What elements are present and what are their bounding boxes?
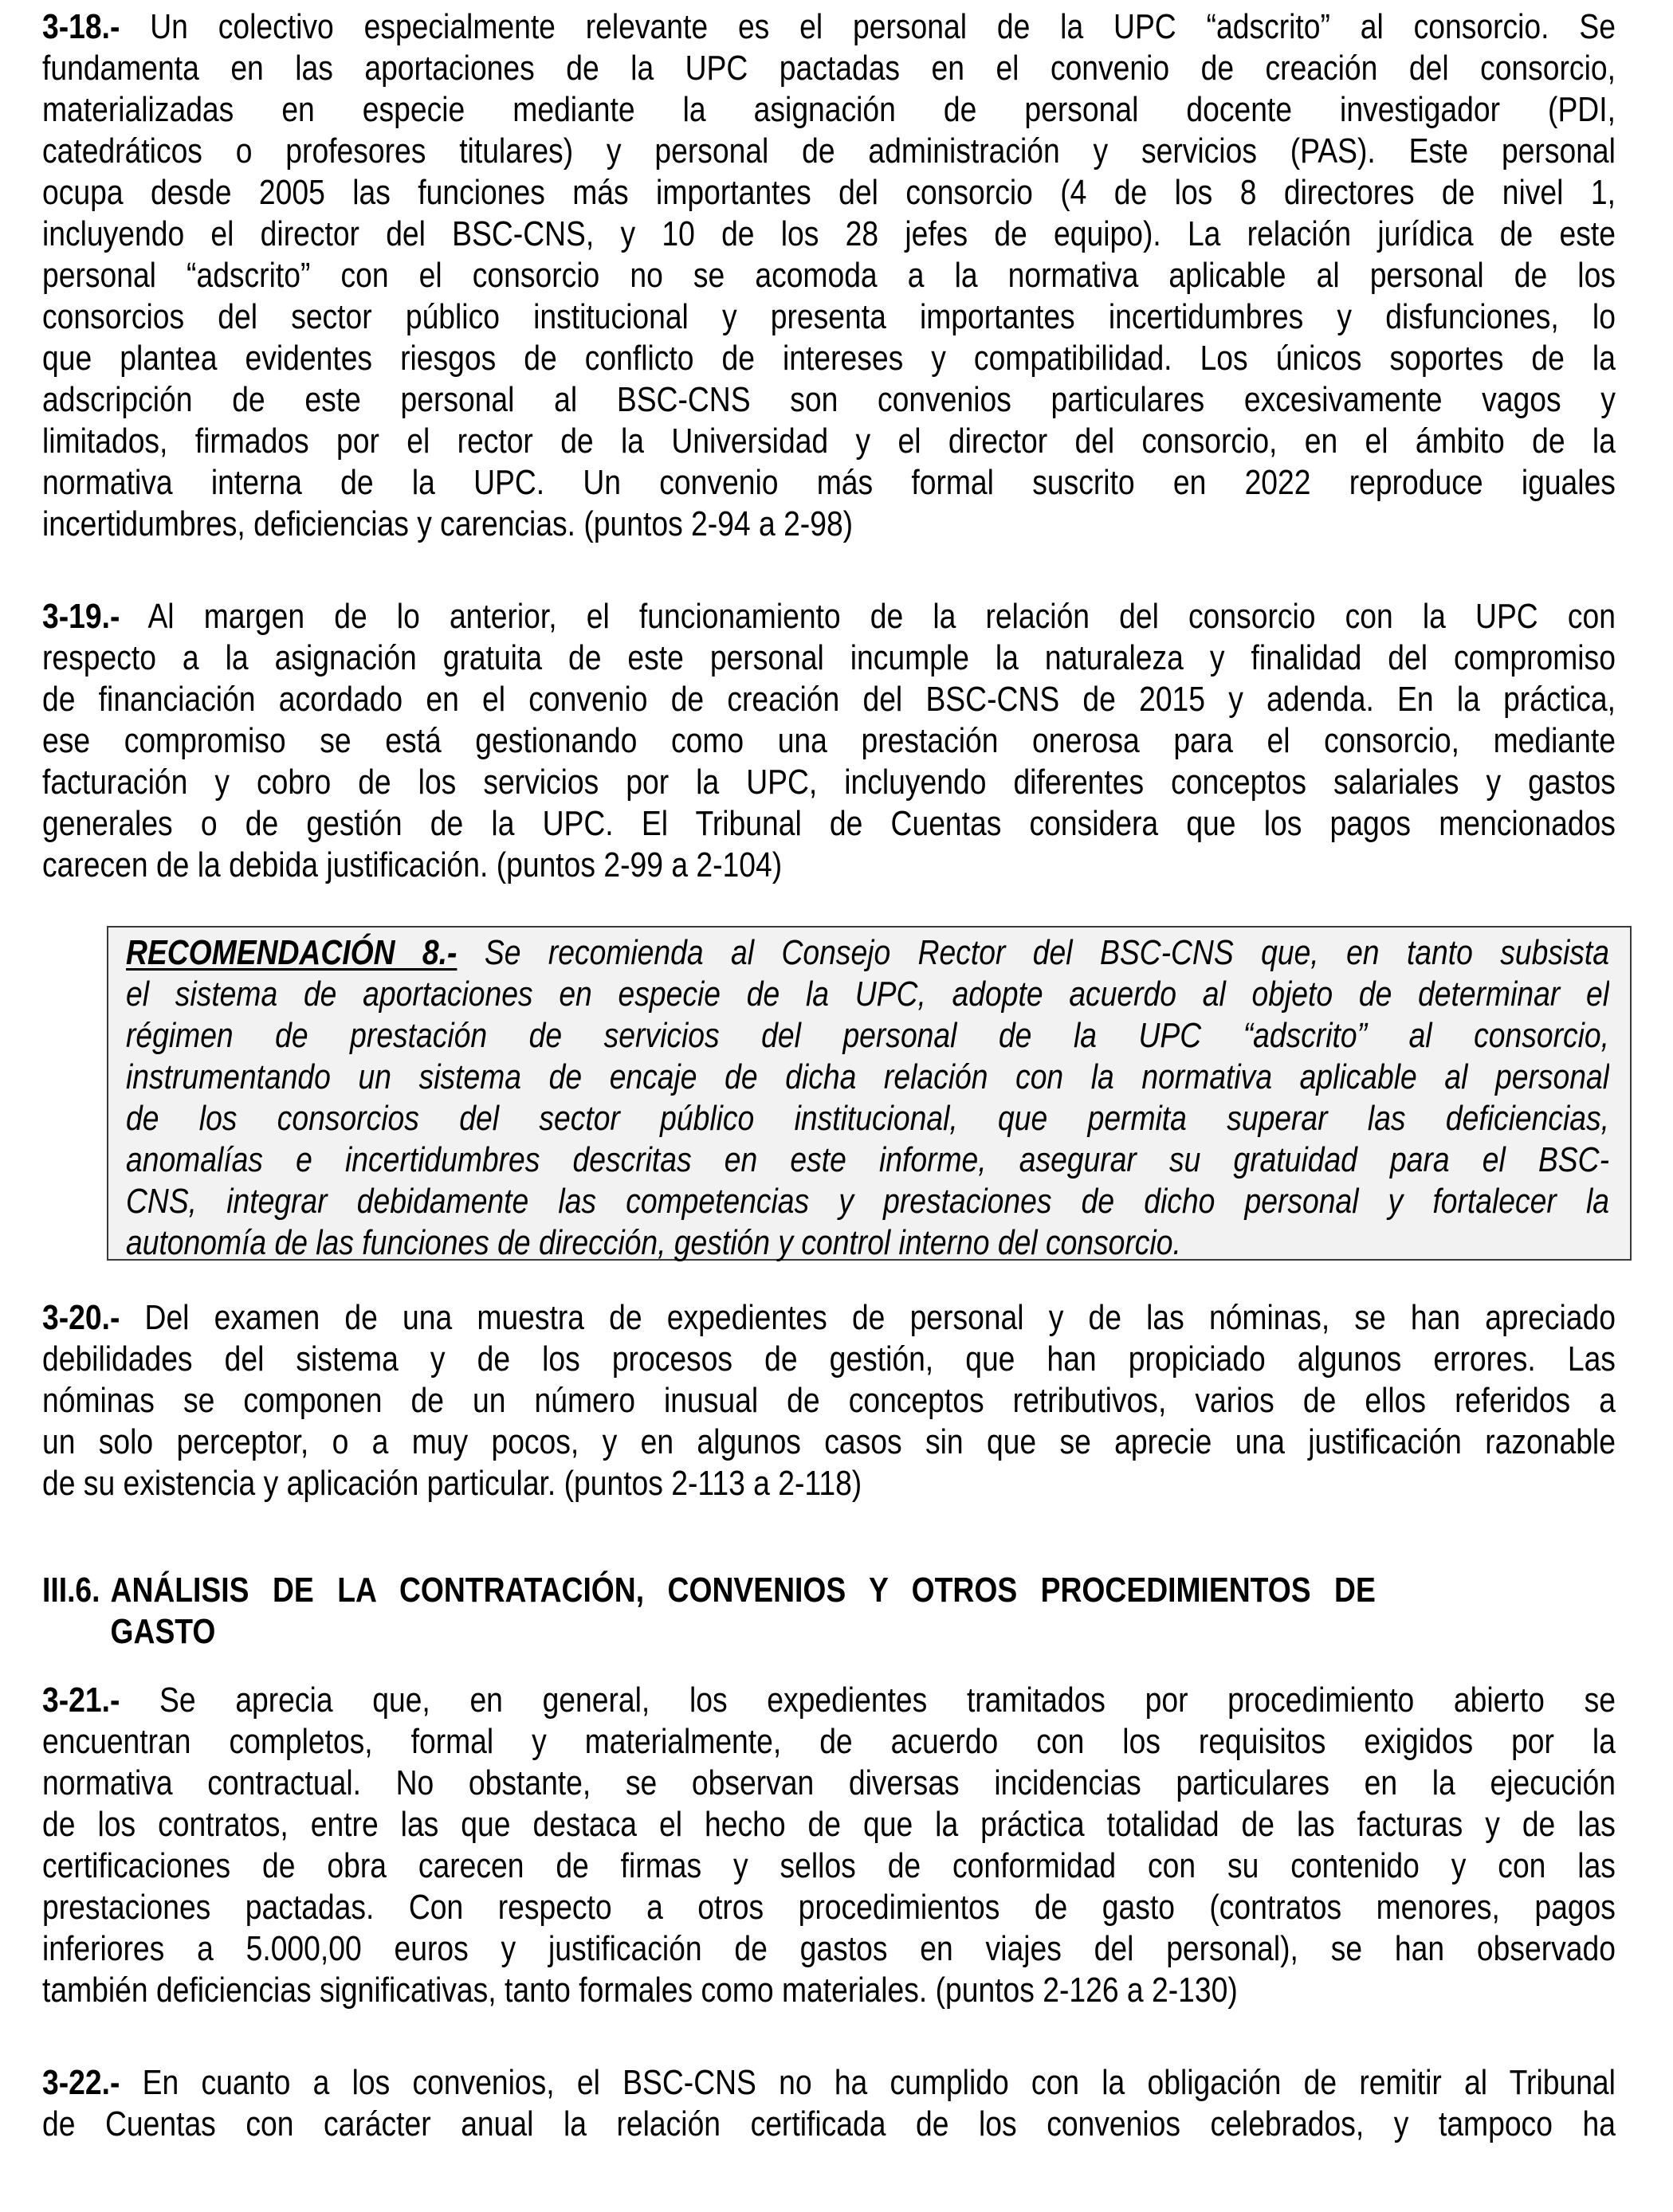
paragraph-line: limitados, firmados por el rector de la Universidad y el director del consorcio, en el ámbito de la (42, 422, 1616, 461)
paragraph-line: consorcios del sector público institucional y presenta importantes incertidumbres y disfunciones, lo (42, 297, 1616, 336)
recommendation-line: anomalías e incertidumbres descritas en este informe, asegurar su gratuidad para el BSC- (126, 1140, 1609, 1179)
paragraph-line: 3-21.- Se aprecia que, en general, los expedientes tramitados por procedimiento abierto se (42, 1681, 1616, 1720)
paragraph-line: ocupa desde 2005 las funciones más importantes del consorcio (4 de los 8 directores de nivel 1, (42, 173, 1616, 212)
section-title-line: GASTO (110, 1612, 216, 1651)
paragraph-line: 3-22.- En cuanto a los convenios, el BSC-CNS no ha cumplido con la obligación de remitir al Tribunal (42, 2063, 1616, 2102)
paragraph-3-22 (42, 2062, 1616, 2145)
paragraph-line: carecen de la debida justificación. (puntos 2-99 a 2-104) (42, 845, 783, 884)
section-number: III.6. (42, 1571, 100, 1610)
paragraph-line: facturación y cobro de los servicios por la UPC, incluyendo diferentes conceptos salariales y gastos (42, 763, 1616, 802)
paragraph-line: de los contratos, entre las que destaca el hecho de que la práctica totalidad de las facturas y de las (42, 1805, 1616, 1844)
paragraph-3-18 (42, 6, 1616, 545)
paragraph-line: de financiación acordado en el convenio de creación del BSC-CNS de 2015 y adenda. En la práctica, (42, 680, 1616, 719)
paragraph-3-20 (42, 1297, 1616, 1504)
paragraph-line: respecto a la asignación gratuita de este personal incumple la naturaleza y finalidad del compromiso (42, 638, 1616, 677)
paragraph-number: 3-22.- (42, 2063, 120, 2102)
paragraph-line: 3-20.- Del examen de una muestra de expedientes de personal y de las nóminas, se han apreciado (42, 1298, 1616, 1337)
paragraph-line: personal “adscrito” con el consorcio no se acomoda a la normativa aplicable al personal de los (42, 256, 1616, 295)
paragraph-3-19 (42, 596, 1616, 886)
paragraph-line: normativa interna de la UPC. Un convenio más formal suscrito en 2022 reproduce iguales (42, 463, 1616, 502)
paragraph-line: también deficiencias significativas, tanto formales como materiales. (puntos 2-126 a 2-130) (42, 1971, 1238, 2010)
paragraph-line: de su existencia y aplicación particular. (puntos 2-113 a 2-118) (42, 1464, 862, 1503)
paragraph-line: incertidumbres, deficiencias y carencias. (puntos 2-94 a 2-98) (42, 504, 854, 543)
paragraph-line: nóminas se componen de un número inusual de conceptos retributivos, varios de ellos referidos a (42, 1381, 1616, 1420)
paragraph-line: de Cuentas con carácter anual la relación certificada de los convenios celebrados, y tampoco ha (42, 2104, 1616, 2143)
paragraph-line: encuentran completos, formal y materialmente, de acuerdo con los requisitos exigidos por la (42, 1722, 1616, 1761)
section-heading-III-6 (42, 1570, 1616, 1653)
paragraph-line: un solo perceptor, o a muy pocos, y en algunos casos sin que se aprecie una justificación razonable (42, 1422, 1616, 1461)
recommendation-line: régimen de prestación de servicios del personal de la UPC “adscrito” al consorcio, (126, 1016, 1609, 1055)
paragraph-line: incluyendo el director del BSC-CNS, y 10 de los 28 jefes de equipo). La relación jurídica de este (42, 214, 1616, 253)
recommendation-line: autonomía de las funciones de dirección, gestión y control interno del consorcio. (126, 1223, 1181, 1262)
paragraph-line: adscripción de este personal al BSC-CNS son convenios particulares excesivamente vagos y (42, 380, 1616, 419)
paragraph-line: inferiores a 5.000,00 euros y justificación de gastos en viajes del personal), se han observado (42, 1929, 1616, 1968)
paragraph-line: materializadas en especie mediante la asignación de personal docente investigador (PDI, (42, 90, 1616, 129)
paragraph-number: 3-19.- (42, 597, 120, 636)
recommendation-line: CNS, integrar debidamente las competencias y prestaciones de dicho personal y fortalecer la (126, 1182, 1609, 1221)
paragraph-line: debilidades del sistema y de los procesos de gestión, que han propiciado algunos errores. Las (42, 1339, 1616, 1379)
paragraph-3-21 (42, 1680, 1616, 2011)
recommendation-line: RECOMENDACIÓN 8.- Se recomienda al Consejo Rector del BSC-CNS que, en tanto subsista (126, 933, 1609, 972)
paragraph-line: certificaciones de obra carecen de firmas y sellos de conformidad con su contenido y con las (42, 1846, 1616, 1885)
recommendation-line: de los consorcios del sector público institucional, que permita superar las deficiencias, (126, 1099, 1609, 1138)
recommendation-line: el sistema de aportaciones en especie de la UPC, adopte acuerdo al objeto de determinar el (126, 975, 1609, 1014)
section-title-line: ANÁLISIS DE LA CONTRATACIÓN, CONVENIOS Y OTROS PROCEDIMIENTOS DE (110, 1571, 1376, 1610)
paragraph-line: generales o de gestión de la UPC. El Tribunal de Cuentas considera que los pagos mencionados (42, 804, 1616, 843)
paragraph-line: prestaciones pactadas. Con respecto a otros procedimientos de gasto (contratos menores, pagos (42, 1888, 1616, 1927)
paragraph-number: 3-21.- (42, 1681, 120, 1720)
paragraph-line: 3-19.- Al margen de lo anterior, el funcionamiento de la relación del consorcio con la UPC con (42, 597, 1616, 636)
paragraph-line: catedráticos o profesores titulares) y personal de administración y servicios (PAS). Este personal (42, 131, 1616, 171)
paragraph-line: normativa contractual. No obstante, se observan diversas incidencias particulares en la ejecución (42, 1763, 1616, 1802)
recommendation-title: RECOMENDACIÓN 8.- (126, 933, 458, 972)
paragraph-number: 3-18.- (42, 7, 120, 46)
paragraph-line: 3-18.- Un colectivo especialmente relevante es el personal de la UPC “adscrito” al consorcio. Se (42, 7, 1616, 46)
paragraph-line: ese compromiso se está gestionando como una prestación onerosa para el consorcio, mediante (42, 721, 1616, 760)
recommendation-8 (126, 932, 1610, 1264)
paragraph-line: que plantea evidentes riesgos de conflicto de intereses y compatibilidad. Los únicos soportes de la (42, 339, 1616, 378)
paragraph-number: 3-20.- (42, 1298, 120, 1337)
paragraph-line: fundamenta en las aportaciones de la UPC pactadas en el convenio de creación del consorcio, (42, 49, 1616, 88)
recommendation-line: instrumentando un sistema de encaje de dicha relación con la normativa aplicable al personal (126, 1057, 1609, 1096)
